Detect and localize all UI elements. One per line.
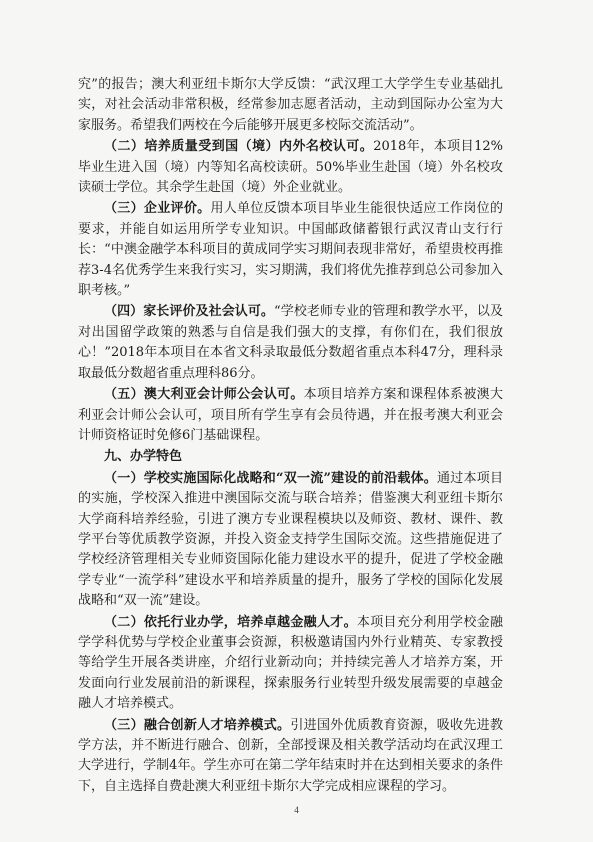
paragraph-innovation-model [78, 716, 503, 798]
page-number: 4 [294, 805, 299, 815]
paragraph-cpa-recognition [78, 385, 503, 446]
paragraph-text: 究”的报告；澳大利亚纽卡斯尔大学反馈：“武汉理工大学学生专业基础扎实，对社会活动非常积极，经常参加志愿者活动，主动到国际办公室为大家服务。希望我们两校在今后能够开展更多校际交流活动”。 [78, 77, 503, 133]
paragraph-heading: （三）企业评价。 [104, 201, 211, 217]
paragraph-text: “学校老师专业的管理和教学水平，以及对出国留学政策的熟悉与自信是我们强大的支撑，有你们在，我们很放心！”2018年本项目在本省文科录取最低分数超省重点本科47分，理科录取最低分数超省重点理科86分。 [78, 304, 503, 381]
paragraph-text: 本项目充分利用学校金融学学科优势与学校企业董事会资源，积极邀请国内外行业精英、专家教授等给学生开展各类讲座，介绍行业新动向；并持续完善人才培养方案，开发面向行业发展前沿的新课程，探索服务行业转型升级发展需要的卓越金融人才培养模式。 [78, 614, 503, 712]
paragraph-text: 2018年，本项目12%毕业生进入国（境）内等知名高校读研。50%毕业生赴国（境）外名校攻读硕士学位。其余学生赴国（境）外企业就业。 [78, 139, 503, 196]
paragraph-quality-recognition [78, 137, 503, 198]
paragraph-heading: （五）澳大利亚会计师公会认可。 [104, 387, 304, 403]
paragraph-text: 引进国外优质教育资源，吸收先进教学方法，并不断进行融合、创新，全部授课及相关教学活动均在武汉理工大学进行，学制4年。学生亦可在第二学年结束时并在达到相关要求的条件下，自主选择自费赴澳大利亚纽卡斯尔大学完成相应课程的学习。 [78, 717, 503, 794]
paragraph-heading: （四）家长评价及社会认可。 [104, 304, 275, 320]
paragraph-heading: （一）学校实施国际化战略和“双一流”建设的前沿载体。 [104, 470, 438, 486]
paragraph-heading: （三）融合创新人才培养模式。 [104, 717, 291, 733]
paragraph-text: 通过本项目的实施，学校深入推进中澳国际交流与联合培养；借鉴澳大利亚纽卡斯尔大学商科培养经验，引进了澳方专业课程模块以及师资、教材、课件、教学平台等优质教学资源，并投入资金支持学生国际交流。这些措施促进了学校经济管理相关专业师资国际化能力建设水平的提升，促进了学校金融学专业“一流学科”建设水平和培养质量的提升，服务了学校的国际化发展战略和“双一流”建设。 [78, 470, 503, 609]
paragraph-enterprise-evaluation [78, 199, 503, 301]
paragraph-heading: （二）依托行业办学，培养卓越金融人才。 [104, 614, 357, 630]
paragraph-internationalization [78, 469, 503, 612]
section-heading: 九、办学特色 [104, 449, 183, 465]
paragraph-industry-based [78, 613, 503, 715]
paragraph-feedback-continued [78, 75, 503, 136]
paragraph-heading: （二）培养质量受到国（境）内外名校认可。 [104, 139, 374, 155]
paragraph-text: 用人单位反馈本项目毕业生能很快适应工作岗位的要求，并能自如运用所学专业知识。中国邮政储蓄银行武汉青山支行行长：“中澳金融学本科项目的黄成同学实习期间表现非常好，希望贵校再推荐3-4名优秀学生来我行实习，实习期满，我们将优先推荐到总公司参加入职考核。” [78, 201, 503, 299]
paragraph-parent-evaluation [78, 302, 503, 384]
paragraph-text: 本项目培养方案和课程体系被澳大利亚会计师公会认可，项目所有学生享有会员待遇，并在报考澳大利亚会计师资格证时免修6门基础课程。 [78, 387, 503, 443]
